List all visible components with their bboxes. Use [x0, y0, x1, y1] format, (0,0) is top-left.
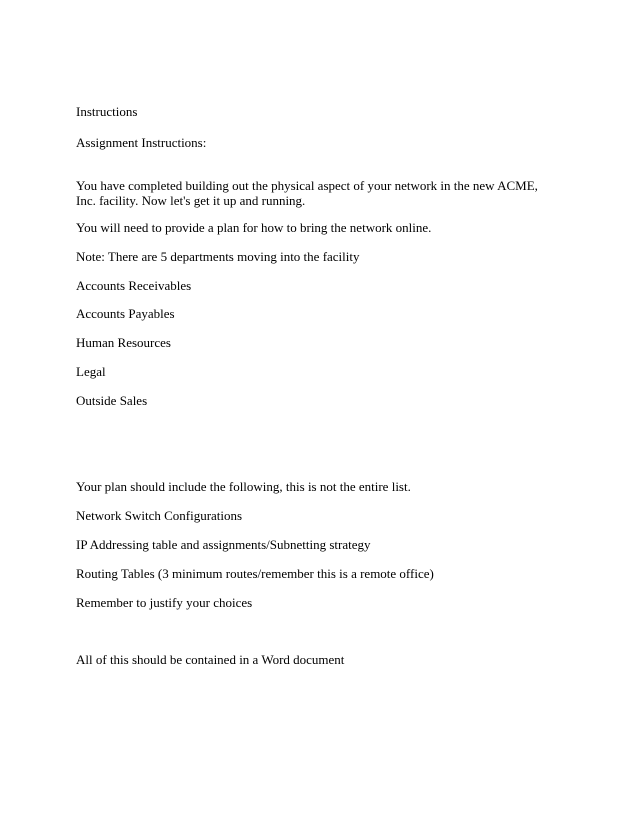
plan-need-text: You will need to provide a plan for how to bring the network online. [76, 220, 432, 235]
departments-note: Note: There are 5 departments moving into the facility [76, 249, 360, 264]
requirement-item: Network Switch Configurations [76, 508, 243, 523]
requirement-item: Remember to justify your choices [76, 595, 253, 610]
department-item: Legal [76, 364, 106, 379]
department-item: Human Resources [76, 335, 171, 350]
document-heading: Instructions [76, 104, 138, 119]
department-item: Accounts Payables [76, 306, 175, 321]
intro-paragraph: You have completed building out the physical aspect of your network in the new ACME, Inc. facility. Now let's get it up and running. [76, 178, 538, 208]
requirement-item: IP Addressing table and assignments/Subnetting strategy [76, 537, 371, 552]
requirement-item: Routing Tables (3 minimum routes/remember this is a remote office) [76, 566, 434, 581]
plan-include-text: Your plan should include the following, this is not the entire list. [76, 479, 411, 494]
closing-text: All of this should be contained in a Word document [76, 652, 345, 667]
document-subheading: Assignment Instructions: [76, 135, 207, 150]
department-item: Accounts Receivables [76, 278, 192, 293]
department-item: Outside Sales [76, 393, 148, 408]
